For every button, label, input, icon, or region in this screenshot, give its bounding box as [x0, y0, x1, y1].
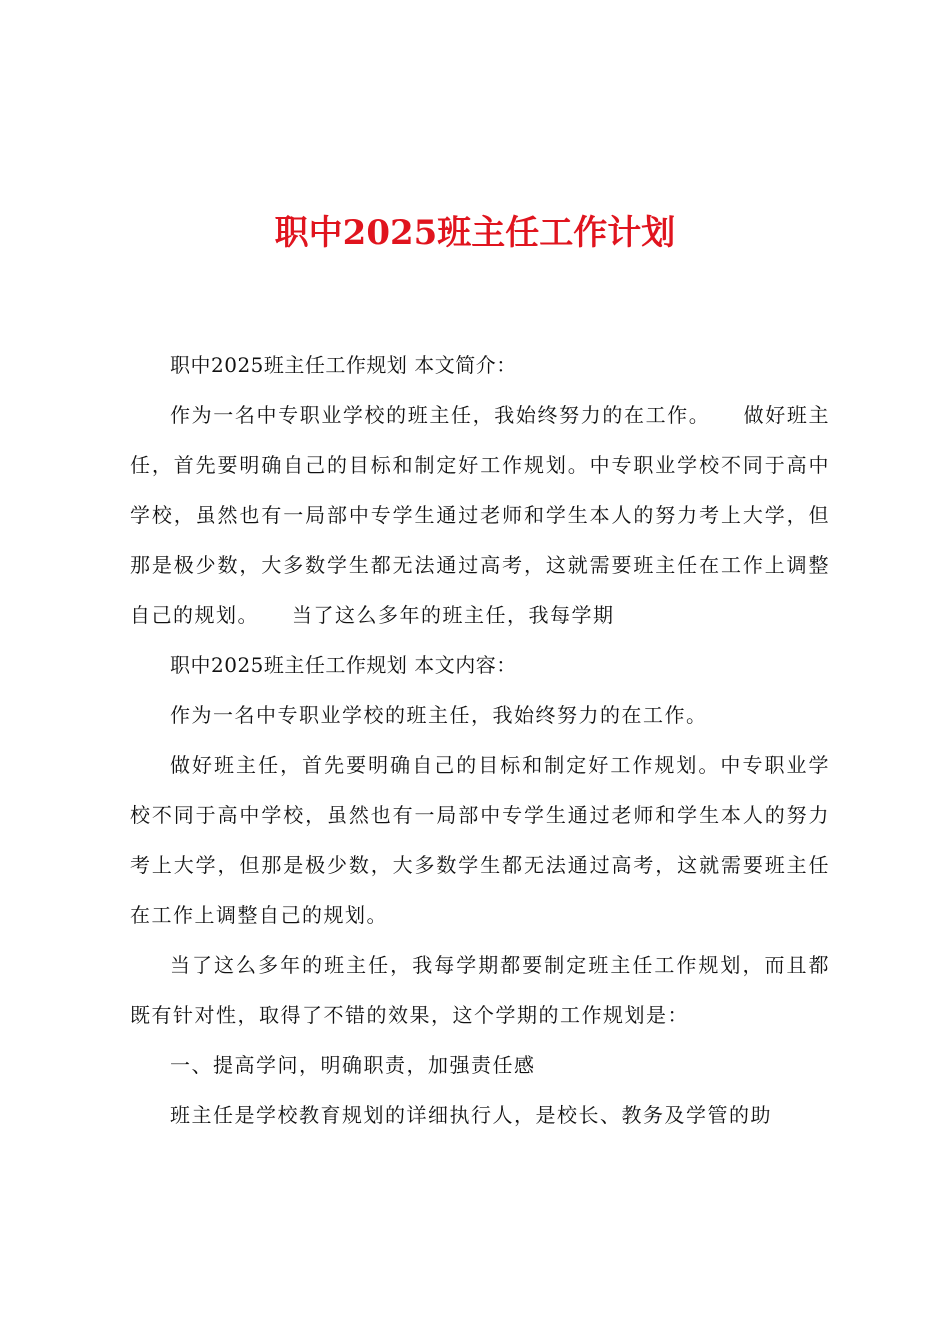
section-heading: 一、提高学问，明确职责，加强责任感: [170, 1053, 536, 1077]
document-title: 职中2025班主任工作计划: [274, 213, 676, 253]
content-paragraph: 做好班主任，首先要明确自己的目标和制定好工作规划。中专职业学校不同于高中学校，虽然也有一局部中专学生通过老师和学生本人的努力考上大学，但那是极少数，大多数学生都无法通过高考，这就需要班主任在工作上调整自己的规划。: [130, 753, 830, 927]
content-heading: 职中2025班主任工作规划 本文内容：: [170, 653, 517, 677]
content-paragraph: 作为一名中专职业学校的班主任，我始终努力的在工作。: [170, 703, 708, 727]
intro-heading: 职中2025班主任工作规划 本文简介：: [170, 353, 517, 377]
intro-summary-paragraph: 作为一名中专职业学校的班主任，我始终努力的在工作。 做好班主任，首先要明确自己的目标和制定好工作规划。中专职业学校不同于高中学校，虽然也有一局部中专学生通过老师和学生本人的努力考上大学，但那是极少数，大多数学生都无法通过高考，这就需要班主任在工作上调整自己的规划。 当了这么多年的班主任，我每学期: [130, 403, 830, 627]
content-paragraph: 班主任是学校教育规划的详细执行人，是校长、教务及学管的助: [170, 1103, 772, 1127]
content-paragraph: 当了这么多年的班主任，我每学期都要制定班主任工作规划，而且都既有针对性，取得了不错的效果，这个学期的工作规划是：: [130, 953, 830, 1027]
document-body: [130, 340, 830, 1140]
